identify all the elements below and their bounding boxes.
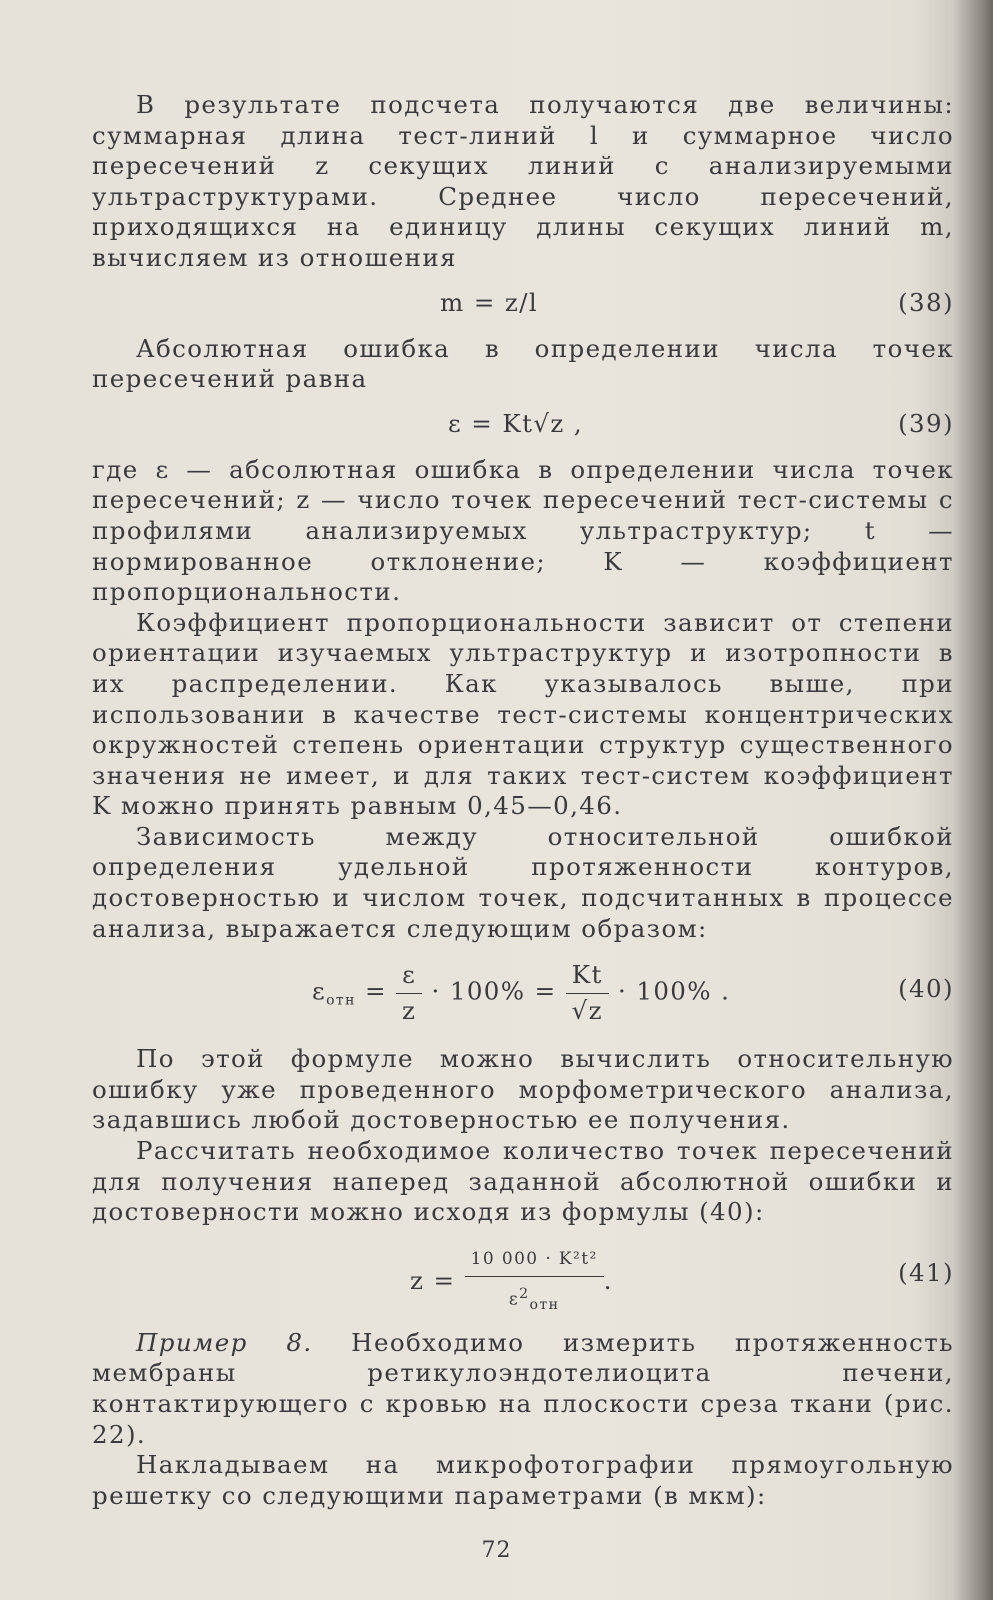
equation-41-lhs: z = [410,1265,456,1295]
equation-39 [92,401,954,445]
equation-40-lhs-sub: отн [326,992,356,1009]
equation-41-den-sup: 2 [519,1286,530,1303]
equation-39-formula: ε = Kt√z , [448,408,584,438]
equation-41 [92,1238,954,1314]
equation-41-den [465,1277,604,1321]
equation-40-number: (40) [898,974,954,1004]
paragraph-7: Рассчитать необходимое количество точек пересечений для получения наперед заданной абсолютной ошибки и достоверности можно исходя из формулы (40): [92,1136,954,1227]
paragraph-9: Накладываем на микрофотографии прямоугольную решетку со следующими параметрами (в мкм): [92,1450,954,1510]
equation-40-f2-num: Kt [566,960,609,994]
equation-40-tail: · 100% . [617,976,731,1006]
equation-41-fraction [465,1244,604,1321]
equation-40-f2-den: √z [571,995,603,1025]
equation-40 [92,954,954,1030]
equation-41-number: (41) [898,1257,954,1287]
example-text: Необходимо измерить протяженность мембраны ретикулоэндотелиоцита печени, контактирующего с кровью на плоскости среза ткани (рис. 22). [92,1327,954,1449]
equation-38-formula: m = z/l [440,287,539,317]
paragraph-3: где ε — абсолютная ошибка в определении числа точек пересечений; z — число точек пересечений тест-системы с профилями анализируемых ультраструктур; t — нормированное отклонение; K — коэффициент пропорциональности. [92,454,954,607]
paragraph-8 [92,1328,954,1450]
equation-40-mid: · 100% = [431,976,557,1006]
equation-41-den-sub: отн [529,1297,560,1314]
paragraph-6: По этой формуле можно вычислить относительную ошибку уже проведенного морфометрического анализа, задавшись любой достоверностью ее получения. [92,1044,954,1135]
equation-40-formula: $\varepsilon_{отн}$ = $\frac{\varepsilon}{z}$ · 100% = $\frac{Kt}{√z}$ · 100% . [312,960,731,1025]
example-label: Пример 8. [136,1327,313,1357]
equation-39-number: (39) [898,408,954,438]
paragraph-5: Зависимость между относительной ошибкой определения удельной протяженности контуров, достоверностью и числом точек, подсчитанных в процессе анализа, выражается следующим образом: [92,821,954,943]
paragraph-1: В результате подсчета получаются две величины: суммарная длина тест-линий l и суммарное число пересечений z секущих линий с анализируемыми ультраструктурами. Среднее число пересечений, приходящихся на единицу длины секущих линий m, вычисляем из отношения [92,90,954,272]
page-text-block [92,90,954,1511]
equation-40-f1-den: z [402,995,417,1025]
paragraph-2: Абсолютная ошибка в определении числа точек пересечений равна [92,333,954,394]
equation-40-lhs: ε [312,976,327,1006]
page-number: 72 [481,1538,512,1563]
equation-38 [92,280,954,324]
equation-40-fraction-1 [396,960,422,1026]
paragraph-4: Коэффициент пропорциональности зависит от степени ориентации изучаемых ультраструктур и изотропности в их распределении. Как указывалось выше, при использовании в качестве тест-системы концентрических окружностей степень ориентации структур существенного значения не имеет, и для таких тест-систем коэффициент K можно принять равным 0,45—0,46. [92,607,954,821]
equation-41-tail: . [603,1265,613,1295]
equation-40-fraction-2 [566,960,609,1026]
equation-41-num: 10 000 · K²t² [465,1244,604,1278]
equation-41-den-base: ε [508,1290,520,1311]
equation-40-f1-num: ε [396,960,422,994]
equation-38-number: (38) [898,287,954,317]
equation-41-formula [410,1244,613,1321]
